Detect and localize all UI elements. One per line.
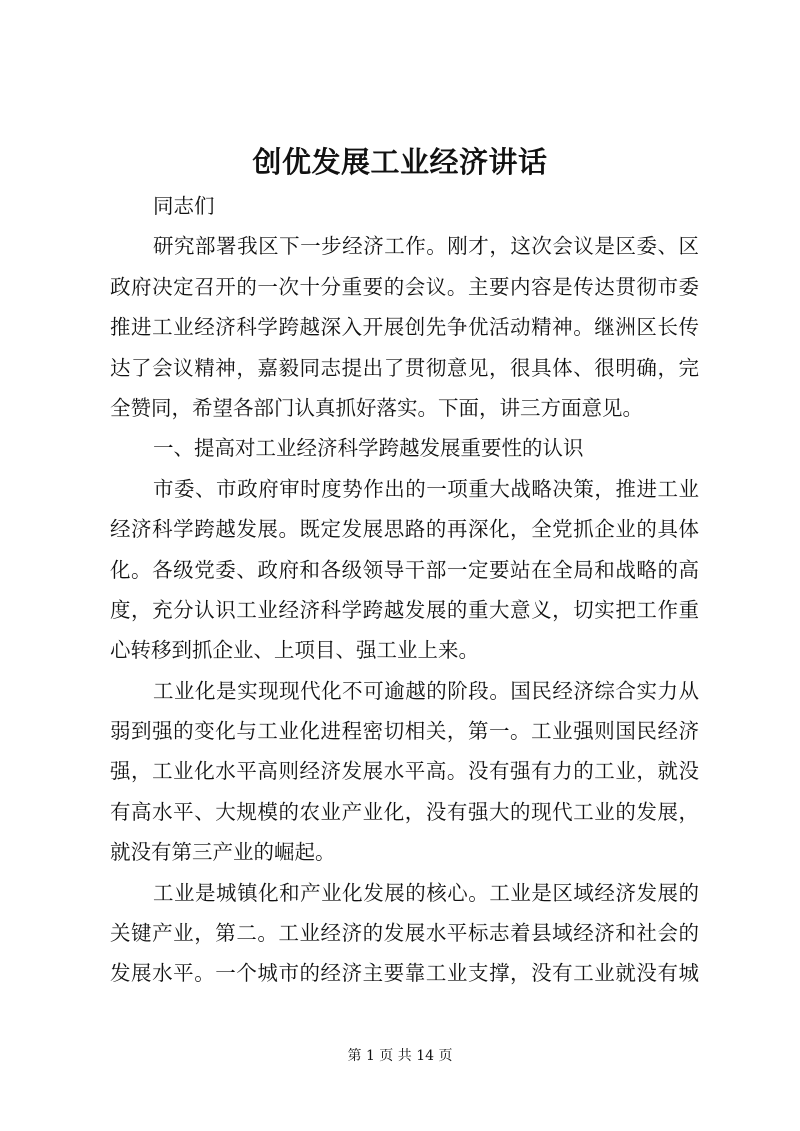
text-line: 政府决定召开的一次十分重要的会议。主要内容是传达贯彻市委 <box>110 274 699 299</box>
text-line: 关键产业，第二。工业经济的发展水平标志着县域经济和社会的 <box>110 921 699 946</box>
text-line: 化。各级党委、政府和各级领导干部一定要站在全局和战略的高 <box>110 557 699 582</box>
text-line: 就没有第三产业的崛起。 <box>110 840 336 865</box>
text-line: 市委、市政府审时度势作出的一项重大战略决策，推进工业 <box>153 476 699 501</box>
text-line: 工业化是实现现代化不可逾越的阶段。国民经济综合实力从 <box>153 678 699 703</box>
text-line: 工业是城镇化和产业化发展的核心。工业是区域经济发展的 <box>153 880 699 905</box>
text-line: 全赞同，希望各部门认真抓好落实。下面，讲三方面意见。 <box>110 395 643 420</box>
text-line: 经济科学跨越发展。既定发展思路的再深化，全党抓企业的具体 <box>110 517 699 542</box>
text-line: 研究部署我区下一步经济工作。刚才，这次会议是区委、区 <box>153 234 699 259</box>
text-line: 达了会议精神，嘉毅同志提出了贯彻意见，很具体、很明确，完 <box>110 355 699 380</box>
text-line: 一、提高对工业经济科学跨越发展重要性的认识 <box>153 436 584 461</box>
text-line: 推进工业经济科学跨越深入开展创先争优活动精神。继洲区长传 <box>110 315 699 340</box>
text-line: 度，充分认识工业经济科学跨越发展的重大意义，切实把工作重 <box>110 597 699 622</box>
document-title: 创优发展工业经济讲话 <box>252 145 548 179</box>
text-line: 同志们 <box>153 194 215 218</box>
text-line: 有高水平、大规模的农业产业化，没有强大的现代工业的发展， <box>110 799 699 824</box>
text-line: 发展水平。一个城市的经济主要靠工业支撑，没有工业就没有城 <box>110 961 699 986</box>
text-line: 弱到强的变化与工业化进程密切相关，第一。工业强则国民经济 <box>110 719 699 744</box>
document-body <box>110 186 699 994</box>
page-footer: 第 1 页 共 14 页 <box>347 1048 453 1064</box>
text-line: 强，工业化水平高则经济发展水平高。没有强有力的工业，就没 <box>110 759 699 784</box>
text-line: 心转移到抓企业、上项目、强工业上来。 <box>110 638 479 663</box>
